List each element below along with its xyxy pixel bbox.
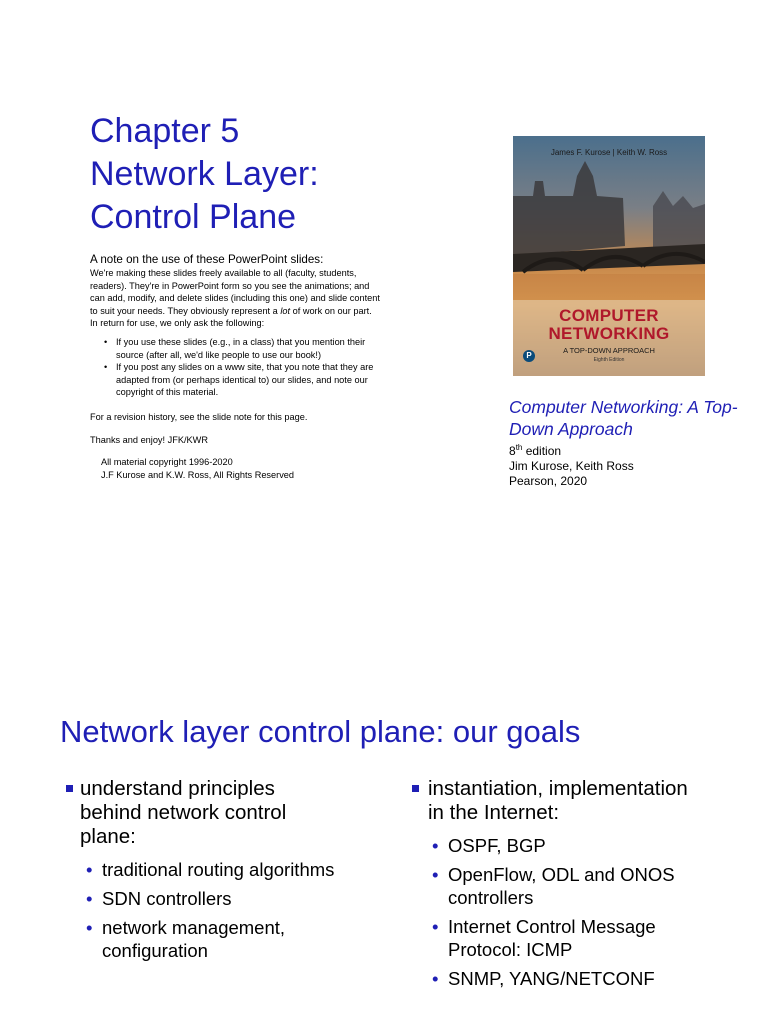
book-authors: Jim Kurose, Keith Ross xyxy=(509,459,634,473)
note-line: readers). They're in PowerPoint form so you see the animations; and xyxy=(90,280,370,291)
dot-bullet-icon: • xyxy=(86,859,93,880)
note-line: of work on our part. xyxy=(290,305,372,316)
edition-word: edition xyxy=(522,444,562,458)
cover-title-line: COMPUTER xyxy=(559,306,659,325)
slide-2 xyxy=(0,512,768,1024)
note-line: We're making these slides freely available to all (faculty, students, xyxy=(90,268,357,278)
goal-subpoint xyxy=(412,967,752,990)
dot-bullet-icon: • xyxy=(86,888,93,909)
book-cover-image xyxy=(513,136,705,376)
bullet-line: adapted from (or perhaps identical to) our slides, and note our xyxy=(116,374,368,385)
dot-bullet-icon: • xyxy=(432,916,439,937)
dot-bullet-icon: • xyxy=(432,968,439,989)
goal-main-point xyxy=(66,777,386,849)
goal-main-point xyxy=(412,777,752,825)
subpoint-line: configuration xyxy=(102,940,208,961)
subpoint-line: network management, xyxy=(102,917,286,938)
book-publisher: Pearson, 2020 xyxy=(509,474,588,488)
cover-authors: James F. Kurose | Keith W. Ross xyxy=(550,148,668,157)
note-line: can add, modify, and delete slides (including this one) and slide content xyxy=(90,293,380,304)
goal-line: plane: xyxy=(80,825,136,848)
subpoint-line: controllers xyxy=(448,887,534,908)
dot-bullet-icon: • xyxy=(86,917,93,938)
goal-subpoint xyxy=(66,858,386,881)
bullet-line: source (after all, we'd like people to use our book!) xyxy=(116,349,322,360)
subpoint-line: OSPF, BGP xyxy=(448,835,546,856)
note-line: to suit your needs. They obviously represent a xyxy=(90,305,281,316)
usage-note-heading: A note on the use of these PowerPoint slides: xyxy=(90,253,324,266)
subpoint-line: traditional routing algorithms xyxy=(102,859,335,880)
edition-suffix: th xyxy=(515,443,523,452)
goal-line: understand principles xyxy=(80,777,275,800)
usage-note-bullets xyxy=(90,336,430,399)
dot-bullet-icon: • xyxy=(432,835,439,856)
thanks-note: Thanks and enjoy! JFK/KWR xyxy=(90,434,208,445)
goal-subpoint xyxy=(66,916,386,962)
square-bullet-icon xyxy=(412,785,419,792)
subpoint-line: SNMP, YANG/NETCONF xyxy=(448,968,655,989)
cover-edition: Eighth Edition xyxy=(593,357,625,363)
goal-line: behind network control xyxy=(80,801,287,824)
usage-note xyxy=(90,252,430,481)
dot-bullet-icon: • xyxy=(432,864,439,885)
note-line: In return for use, we only ask the following: xyxy=(90,318,265,329)
cover-title-line: NETWORKING xyxy=(548,324,670,343)
copyright-note xyxy=(101,456,430,481)
goal-line: in the Internet: xyxy=(428,801,560,824)
subpoint-line: OpenFlow, ODL and ONOS xyxy=(448,864,675,885)
goal-subpoint xyxy=(412,834,752,857)
bullet-line: If you post any slides on a www site, that you note that they are xyxy=(116,362,374,373)
subpoint-line: Internet Control Message xyxy=(448,916,656,937)
copyright-line: J.F Kurose and K.W. Ross, All Rights Reserved xyxy=(101,469,295,480)
goal-line: instantiation, implementation xyxy=(428,777,688,800)
edition-number: 8 xyxy=(509,444,516,458)
pearson-logo-icon: P xyxy=(523,350,535,362)
subpoint-line: SDN controllers xyxy=(102,888,232,909)
goal-subpoint xyxy=(412,863,752,909)
usage-note-paragraph xyxy=(90,267,430,330)
book-title: Computer Networking: A Top-Down Approach xyxy=(509,397,738,439)
note-emphasis: lot xyxy=(280,305,291,316)
goals-title: Network layer control plane: our goals xyxy=(60,714,581,749)
bullet-line: If you use these slides (e.g., in a class) that you mention their xyxy=(116,336,366,347)
chapter-title-line: Chapter 5 xyxy=(90,112,240,150)
chapter-title-line: Control Plane xyxy=(90,198,297,236)
square-bullet-icon xyxy=(66,785,73,792)
book-edition xyxy=(509,440,634,459)
usage-note-bullet xyxy=(106,336,430,361)
goal-subpoint xyxy=(66,887,386,910)
goal-subpoint xyxy=(412,915,752,961)
chapter-title-line: Network Layer: xyxy=(90,155,319,193)
goals-right-column xyxy=(412,777,752,990)
revision-note: For a revision history, see the slide note for this page. xyxy=(90,411,308,422)
chapter-title xyxy=(90,110,319,239)
usage-note-bullet xyxy=(106,361,430,399)
cover-subtitle: A TOP-DOWN APPROACH xyxy=(563,346,655,355)
bullet-line: copyright of this material. xyxy=(116,387,219,398)
goals-left-column xyxy=(66,777,386,962)
copyright-line: All material copyright 1996-2020 xyxy=(101,457,233,468)
subpoint-line: Protocol: ICMP xyxy=(448,939,573,960)
book-meta xyxy=(509,440,634,489)
